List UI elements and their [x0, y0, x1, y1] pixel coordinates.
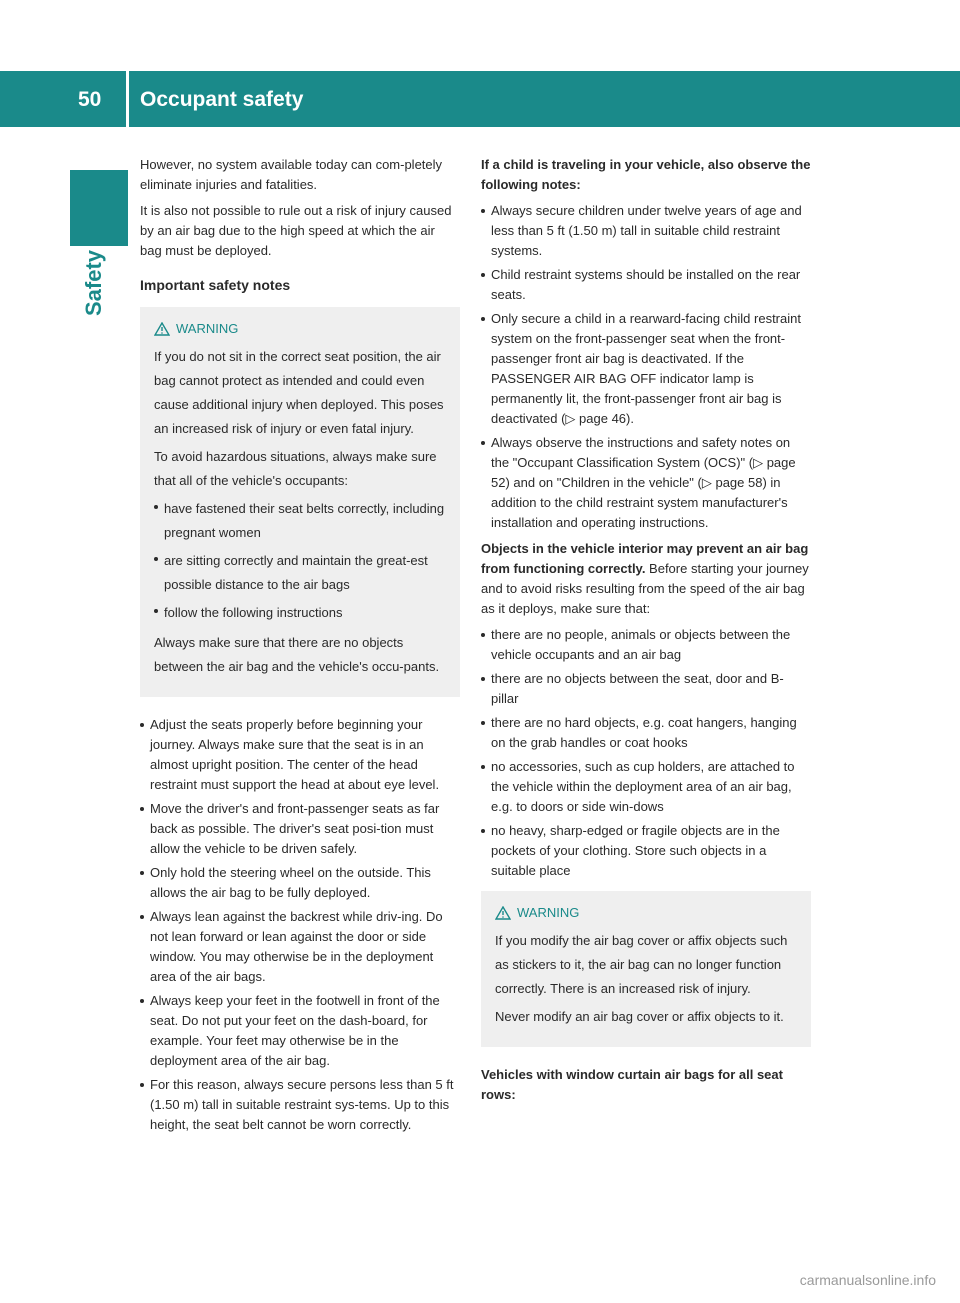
list-item: have fastened their seat belts correctly, including pregnant women: [154, 497, 446, 545]
header-divider: [126, 71, 129, 127]
warning-box-seat-position: [140, 307, 460, 697]
list-item: there are no hard objects, e.g. coat hangers, hanging on the grab handles or coat hooks: [481, 713, 811, 753]
list-item: there are no objects between the seat, door and B-pillar: [481, 669, 811, 709]
objects-bold-lead: Objects in the vehicle interior may prevent an air bag from functioning correctly.: [481, 541, 809, 576]
list-item: no heavy, sharp-edged or fragile objects are in the pockets of your clothing. Store such objects in a suitable place: [481, 821, 811, 881]
warning-text-3: Always make sure that there are no objects between the air bag and the vehicle's occu-pants.: [154, 635, 440, 674]
section-title: Occupant safety: [140, 88, 304, 111]
intro-paragraph-1: However, no system available today can com-pletely eliminate injuries and fatalities.: [140, 157, 443, 192]
warning-header: [495, 901, 797, 925]
list-item: there are no people, animals or objects between the vehicle occupants and an air bag: [481, 625, 811, 665]
list-item: Child restraint systems should be installed on the rear seats.: [481, 265, 811, 305]
warning-box-air-bag-cover: [481, 891, 811, 1047]
side-label: Safety: [81, 249, 106, 317]
right-column: [481, 155, 811, 1111]
objects-list: [481, 625, 811, 881]
side-tab-block: [70, 170, 128, 246]
warning-triangle-icon: [495, 906, 511, 920]
warning-text-2: Never modify an air bag cover or affix objects to it.: [495, 1009, 784, 1024]
list-item: Always secure children under twelve years of age and less than 5 ft (1.50 m) tall in suitable child restraint systems.: [481, 201, 811, 261]
list-item: are sitting correctly and maintain the great-est possible distance to the air bags: [154, 549, 446, 597]
list-item: Move the driver's and front-passenger seats as far back as possible. The driver's seat posi-tion must allow the vehicle to be driven safely.: [140, 799, 460, 859]
list-item: Always keep your feet in the footwell in front of the seat. Do not put your feet on the dash-board, for example. Your feet may otherwise be in the deployment area of the air bag.: [140, 991, 460, 1071]
important-safety-heading: Important safety notes: [140, 277, 291, 293]
page-number: 50: [78, 88, 102, 111]
child-heading: If a child is traveling in your vehicle, also observe the following notes:: [481, 157, 811, 192]
warning-title: WARNING: [176, 321, 239, 336]
list-item: Always observe the instructions and safety notes on the "Occupant Classification System (OCS)" (▷ page 52) and on "Children in the vehicle" (▷ page 58) in addition to the child restraint system manufacturer's installation and operating instructions.: [481, 433, 811, 533]
warning-triangle-icon: [154, 322, 170, 336]
warning-list: [154, 497, 446, 625]
list-item: no accessories, such as cup holders, are attached to the vehicle within the deployment area of an air bag, e.g. to doors or side win-dows: [481, 757, 811, 817]
child-notes-list: [481, 201, 811, 533]
left-column: [140, 155, 460, 1141]
list-item: For this reason, always secure persons less than 5 ft (1.50 m) tall in suitable restraint sys-tems. Up to this height, the seat belt cannot be worn correctly.: [140, 1075, 460, 1135]
curtain-airbag-heading: Vehicles with window curtain air bags for all seat rows:: [481, 1067, 783, 1102]
list-item: Always lean against the backrest while driv-ing. Do not lean forward or lean against the door or side window. You may otherwise be in the deployment area of the air bags.: [140, 907, 460, 987]
list-item: Adjust the seats properly before beginning your journey. Always make sure that the seat is in an almost upright position. The center of the head restraint must support the head at about eye level.: [140, 715, 460, 795]
warning-title: WARNING: [517, 905, 580, 920]
list-item: Only hold the steering wheel on the outside. This allows the air bag to be fully deployed.: [140, 863, 460, 903]
warning-text-1: If you modify the air bag cover or affix objects such as stickers to it, the air bag can no longer function correctly. There is an increased risk of injury.: [495, 933, 788, 996]
warning-text-1: If you do not sit in the correct seat position, the air bag cannot protect as intended and could even cause additional injury when deployed. This poses an increased risk of injury or even fatal injury.: [154, 349, 444, 436]
warning-header: [154, 317, 446, 341]
safety-notes-list: [140, 715, 460, 1135]
objects-paragraph: [481, 539, 811, 619]
footer-watermark: carmanualsonline.info: [799, 1272, 936, 1288]
list-item: Only secure a child in a rearward-facing child restraint system on the front-passenger seat when the front-passenger front air bag is deactivated. If the PASSENGER AIR BAG OFF indicator lamp is permanently lit, the front-passenger front air bag is deactivated (▷ page 46).: [481, 309, 811, 429]
intro-paragraph-2: It is also not possible to rule out a risk of injury caused by an air bag due to the high speed at which the air bag must be deployed.: [140, 203, 452, 258]
warning-text-2: To avoid hazardous situations, always make sure that all of the vehicle's occupants:: [154, 449, 437, 488]
list-item: follow the following instructions: [154, 601, 446, 625]
objects-rest: Before starting your journey and to avoid risks resulting from the speed of the air bag as it deploys, make sure that:: [481, 561, 809, 616]
